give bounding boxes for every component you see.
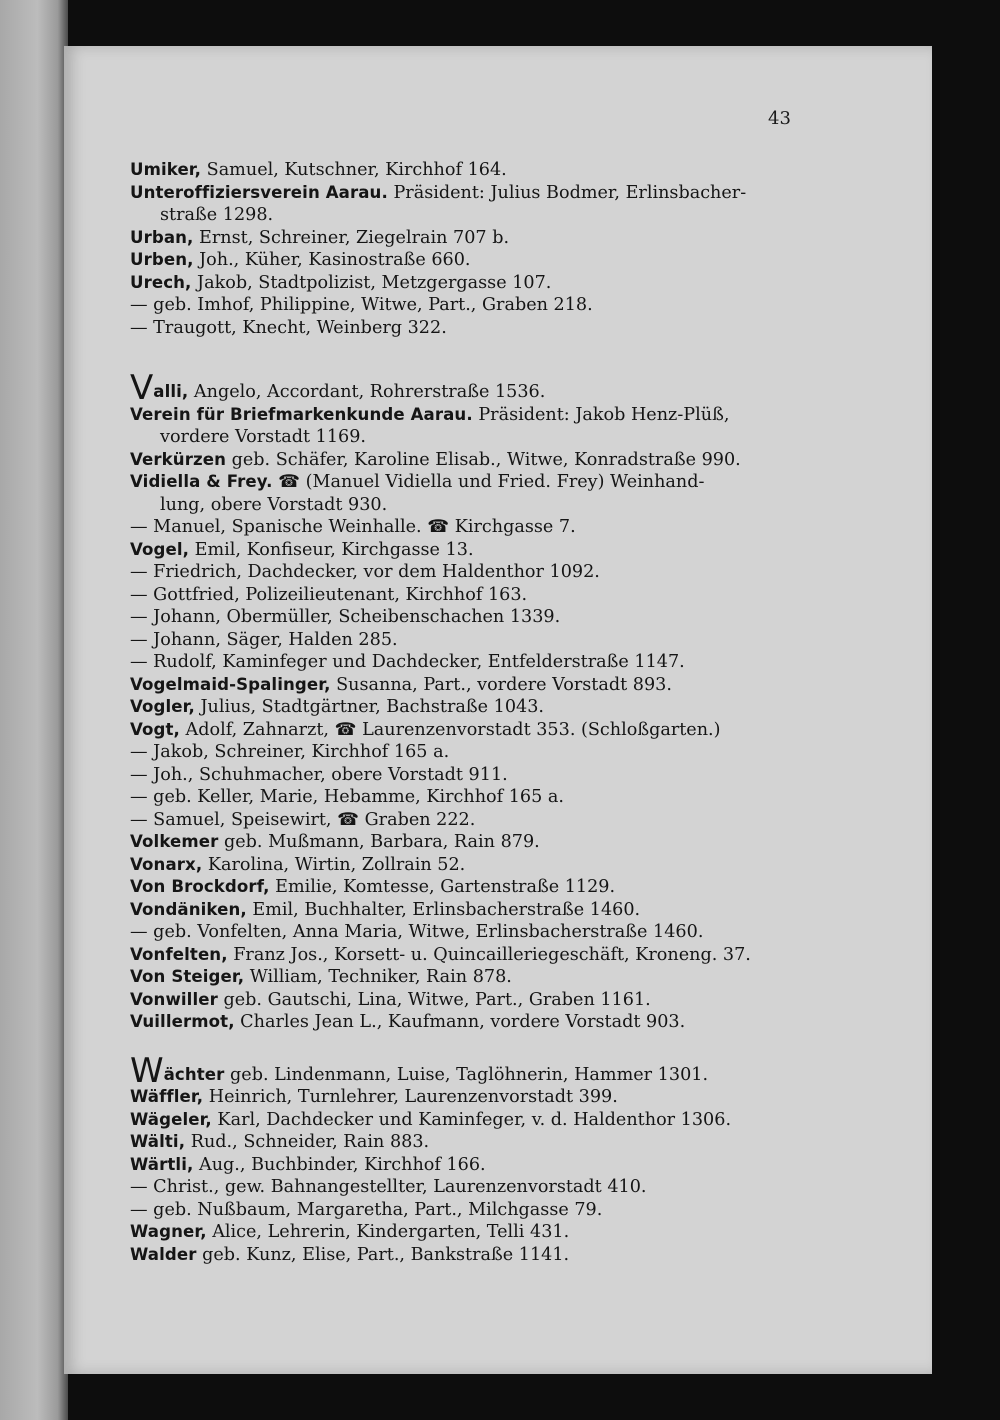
entry-continuation: lung, obere Vorstadt 930. (160, 494, 388, 515)
directory-subentry (130, 629, 810, 652)
entry-name: Urech, (130, 272, 192, 292)
section-initial: W (130, 1050, 164, 1091)
entry-name: alli, (153, 382, 189, 401)
entry-details: Joh., Küher, Kasinostraße 660. (193, 250, 471, 270)
entry-details: — geb. Vonfelten, Anna Maria, Witwe, Erlinsbacherstraße 1460. (130, 922, 704, 942)
entry-details: geb. Lindenmann, Luise, Taglöhnerin, Hammer 1301. (224, 1064, 709, 1085)
directory-entry (130, 272, 810, 295)
entry-details: — Gottfried, Polizeilieutenant, Kirchhof 163. (130, 584, 528, 605)
directory-entry (130, 449, 810, 472)
directory-subentry (130, 317, 810, 340)
entry-details: Rud., Schneider, Rain 883. (185, 1132, 430, 1152)
entry-details: — Samuel, Speisewirt, ☎ Graben 222. (130, 809, 476, 830)
directory-entry (130, 182, 810, 227)
directory-entry (130, 944, 810, 967)
section-w (130, 1050, 810, 1267)
entry-name: Wägeler, (130, 1109, 212, 1129)
entry-details: Franz Jos., Korsett- u. Quincailleriegeschäft, Kroneng. 37. (227, 944, 751, 965)
directory-subentry (130, 584, 810, 607)
directory-entry (130, 876, 810, 899)
page-number: 43 (768, 108, 791, 129)
entry-details: — geb. Imhof, Philippine, Witwe, Part., Graben 218. (130, 295, 593, 315)
entry-name: Wäffler, (130, 1087, 204, 1106)
entry-details: — Rudolf, Kaminfeger und Dachdecker, Entfelderstraße 1147. (130, 652, 685, 672)
directory-subentry (130, 764, 810, 787)
directory-entry (130, 1011, 810, 1034)
directory-subentry (130, 294, 810, 317)
entry-name: Urben, (130, 250, 194, 269)
directory-entry (130, 1109, 810, 1132)
entry-name: Vogel, (130, 539, 190, 559)
directory-entry (130, 1131, 810, 1154)
entry-name: ächter (163, 1064, 225, 1084)
directory-subentry (130, 561, 810, 584)
section-initial: V (130, 368, 154, 408)
entry-details: — Christ., gew. Bahnangestellter, Laurenzenvorstadt 410. (130, 1177, 647, 1197)
entry-details: Heinrich, Turnlehrer, Laurenzenvorstadt 399. (203, 1087, 618, 1107)
directory-entry (130, 404, 810, 449)
directory-subentry (130, 1199, 810, 1222)
directory-subentry (130, 651, 810, 674)
entry-name: Verein für Briefmarkenkunde Aarau. (130, 404, 473, 424)
directory-entry (130, 1154, 810, 1177)
directory-subentry (130, 809, 810, 832)
entry-name: Von Steiger, (130, 967, 245, 986)
directory-subentry (130, 741, 810, 764)
entry-name: Vonarx, (130, 854, 203, 874)
entry-continuation: straße 1298. (160, 205, 274, 225)
entry-details: Karolina, Wirtin, Zollrain 52. (202, 854, 466, 875)
directory-entry (130, 1050, 810, 1091)
directory-entry (130, 1244, 810, 1267)
directory-entry (130, 674, 810, 697)
entry-name: Volkemer (130, 832, 219, 851)
directory-entry (130, 831, 810, 854)
directory-entry (130, 159, 810, 182)
entry-name: Unteroffiziersverein Aarau. (130, 182, 388, 202)
entry-name: Vidiella & Frey. (130, 472, 273, 491)
directory-entry (130, 1221, 810, 1244)
entry-details: Emil, Konfiseur, Kirchgasse 13. (189, 539, 474, 560)
entry-details: geb. Mußmann, Barbara, Rain 879. (218, 832, 540, 852)
entry-details: Karl, Dachdecker und Kaminfeger, v. d. Haldenthor 1306. (211, 1109, 732, 1130)
entry-name: Verkürzen (130, 449, 227, 469)
directory-entry (130, 368, 810, 408)
entry-details: William, Techniker, Rain 878. (244, 967, 512, 987)
entry-name: Wagner, (130, 1222, 207, 1241)
entry-details: geb. Gautschi, Lina, Witwe, Part., Graben 1161. (217, 989, 651, 1010)
directory-entry (130, 899, 810, 922)
entry-name: Wärtli, (130, 1154, 194, 1174)
directory-entry (130, 249, 810, 272)
entry-details: — geb. Keller, Marie, Hebamme, Kirchhof 165 a. (130, 787, 564, 807)
directory-entry (130, 719, 810, 742)
entry-details: Samuel, Kutschner, Kirchhof 164. (201, 160, 507, 180)
entry-details: Charles Jean L., Kaufmann, vordere Vorstadt 903. (234, 1012, 686, 1032)
entry-details: Präsident: Julius Bodmer, Erlinsbacher- (387, 182, 747, 203)
previous-page-edge (0, 0, 68, 1420)
directory-entry (130, 966, 810, 989)
entry-name: Vogler, (130, 697, 195, 716)
directory-subentry (130, 606, 810, 629)
entry-details: Ernst, Schreiner, Ziegelrain 707 b. (193, 227, 510, 248)
entry-details: — Manuel, Spanische Weinhalle. ☎ Kirchgasse 7. (130, 517, 576, 537)
entry-details: ☎ (Manuel Vidiella und Fried. Frey) Weinhand- (272, 472, 705, 492)
entry-name: Vonfelten, (130, 944, 228, 964)
entry-details: — Friedrich, Dachdecker, vor dem Haldenthor 1092. (130, 562, 600, 582)
entry-name: Vonwiller (130, 989, 218, 1009)
directory-entry (130, 539, 810, 562)
entry-details: geb. Kunz, Elise, Part., Bankstraße 1141. (196, 1244, 570, 1265)
entry-name: Von Brockdorf, (130, 877, 270, 896)
entry-details: geb. Schäfer, Karoline Elisab., Witwe, Konradstraße 990. (226, 449, 741, 470)
directory-entry (130, 854, 810, 877)
entry-details: — Johann, Obermüller, Scheibenschachen 1339. (130, 607, 561, 627)
directory-subentry (130, 516, 810, 539)
entry-name: Walder (130, 1244, 197, 1264)
entry-name: Umiker, (130, 160, 202, 179)
section-u (130, 159, 810, 339)
entry-name: Vuillermot, (130, 1012, 235, 1031)
directory-subentry (130, 1176, 810, 1199)
entry-details: Julius, Stadtgärtner, Bachstraße 1043. (194, 697, 544, 717)
entry-details: — Johann, Säger, Halden 285. (130, 629, 398, 650)
entry-continuation: vordere Vorstadt 1169. (160, 427, 367, 447)
directory-entry (130, 1086, 810, 1109)
section-spacer (130, 1034, 810, 1060)
entry-details: Susanna, Part., vordere Vorstadt 893. (330, 674, 672, 695)
entry-details: Adolf, Zahnarzt, ☎ Laurenzenvorstadt 353. (Schloßgarten.) (179, 719, 721, 740)
entry-details: — geb. Nußbaum, Margaretha, Part., Milchgasse 79. (130, 1199, 603, 1220)
entry-details: Aug., Buchbinder, Kirchhof 166. (193, 1154, 486, 1175)
entry-details: Präsident: Jakob Henz-Plüß, (472, 404, 730, 425)
entry-details: Emilie, Komtesse, Gartenstraße 1129. (269, 877, 616, 897)
entry-details: Angelo, Accordant, Rohrerstraße 1536. (188, 382, 546, 402)
directory-entry (130, 696, 810, 719)
directory-entry (130, 471, 810, 516)
directory-subentry (130, 921, 810, 944)
directory-entry (130, 227, 810, 250)
entry-details: — Joh., Schuhmacher, obere Vorstadt 911. (130, 764, 508, 785)
entry-name: Urban, (130, 227, 194, 247)
entry-details: Emil, Buchhalter, Erlinsbacherstraße 1460. (246, 899, 641, 920)
directory-entry (130, 989, 810, 1012)
entry-details: — Jakob, Schreiner, Kirchhof 165 a. (130, 742, 450, 762)
section-v (130, 368, 810, 1034)
section-spacer (130, 339, 810, 377)
entry-details: — Traugott, Knecht, Weinberg 322. (130, 317, 447, 338)
entry-name: Vondäniken, (130, 899, 247, 919)
entry-name: Vogt, (130, 719, 180, 739)
entry-name: Wälti, (130, 1132, 186, 1151)
entry-details: Alice, Lehrerin, Kindergarten, Telli 431. (206, 1222, 570, 1242)
directory-subentry (130, 786, 810, 809)
entry-details: Jakob, Stadtpolizist, Metzgergasse 107. (191, 272, 552, 293)
address-directory (130, 159, 810, 1266)
entry-name: Vogelmaid-Spalinger, (130, 674, 331, 694)
